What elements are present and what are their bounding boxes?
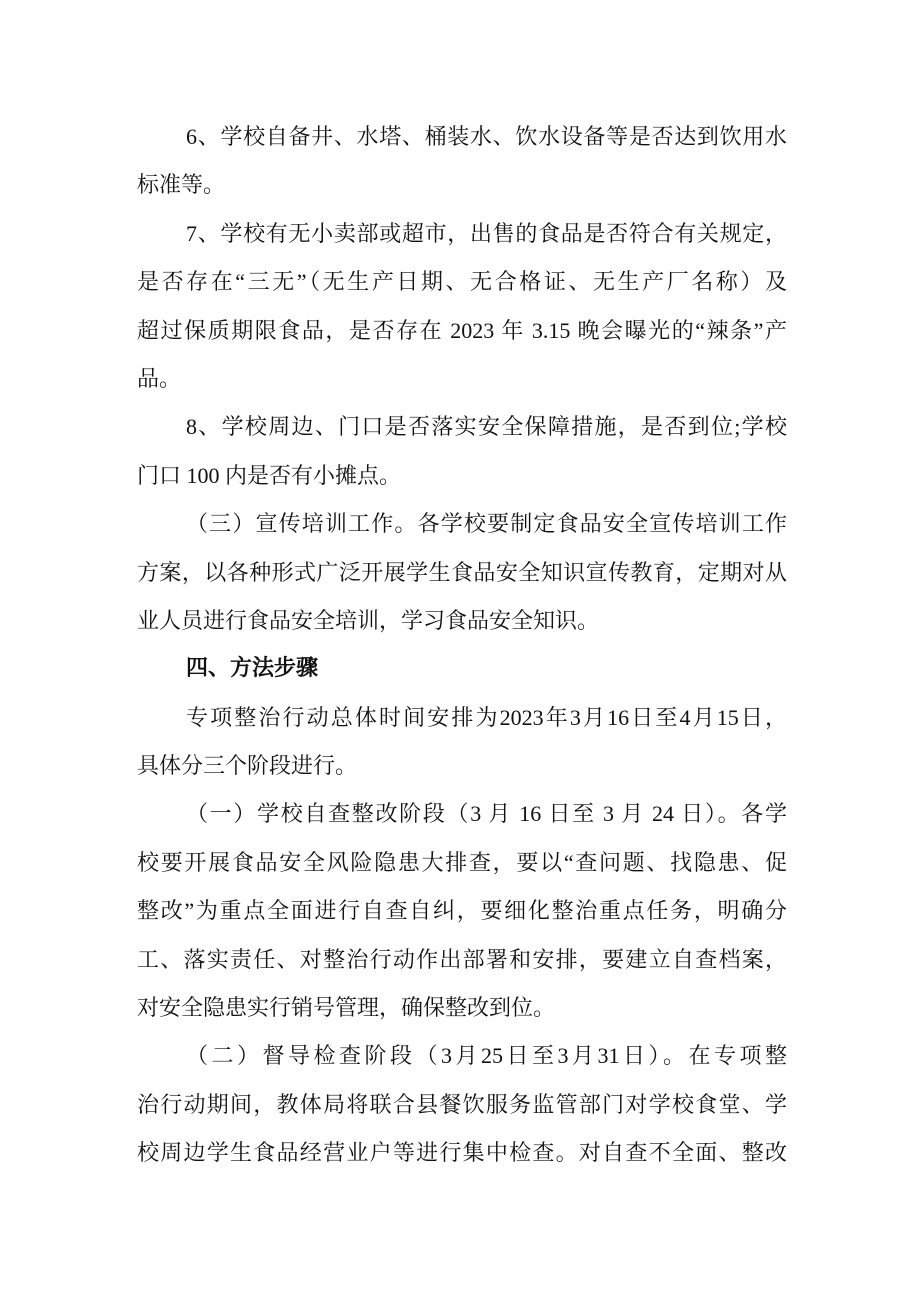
paragraph-item-8: [137, 403, 787, 500]
text-line: 整改”为重点全面进行自查自纠，要细化整治重点任务，明确分: [137, 898, 787, 924]
text-line: 校周边学生食品经营业户等进行集中检查。对自查不全面、整改: [137, 1140, 787, 1166]
text-line: 6、学校自备井、水塔、桶装水、饮水设备等是否达到饮用水: [186, 124, 787, 149]
section-heading-block: [137, 645, 787, 693]
paragraph-publicity-training: [137, 500, 787, 645]
text-line: （一）学校自查整改阶段（3 月 16 日至 3 月 24 日）。各学: [186, 801, 787, 827]
text-line: 具体分三个阶段进行。: [137, 753, 358, 779]
text-line: （二）督导检查阶段（3月25日至3月31日）。在专项整: [186, 1043, 787, 1069]
text-line: 标准等。: [137, 172, 226, 198]
text-line: 专项整治行动总体时间安排为2023年3月16日至4月15日，: [186, 704, 787, 730]
text-line: 工、落实责任、对整治行动作出部署和安排，要建立自查档案，: [137, 946, 787, 972]
text-line: 业人员进行食品安全培训，学习食品安全知识。: [137, 607, 600, 633]
paragraph-item-6: [137, 113, 787, 210]
paragraph-item-7: [137, 210, 787, 404]
text-line: 是否存在“三无”（无生产日期、无合格证、无生产厂名称）及: [137, 269, 787, 295]
paragraph-schedule: [137, 694, 787, 791]
text-line: 7、学校有无小卖部或超市，出售的食品是否符合有关规定，: [186, 220, 787, 246]
text-line: 治行动期间，教体局将联合县餐饮服务监管部门对学校食堂、学: [137, 1091, 787, 1117]
text-line: 门口 100 内是否有小摊点。: [137, 462, 402, 488]
paragraph-stage-two: [137, 1032, 787, 1177]
text-line: 品。: [137, 365, 182, 391]
text-line: （三）宣传培训工作。各学校要制定食品安全宣传培训工作: [186, 511, 787, 537]
text-line: 校要开展食品安全风险隐患大排查，要以“查问题、找隐患、促: [137, 849, 787, 875]
section-heading: 四、方法步骤: [186, 656, 319, 682]
document-page: [137, 113, 787, 1178]
text-line: 超过保质期限食品，是否存在 2023 年 3.15 晚会曝光的“辣条”产: [137, 317, 787, 343]
paragraph-stage-one: [137, 790, 787, 1032]
text-line: 对安全隐患实行销号管理，确保整改到位。: [137, 995, 556, 1021]
text-line: 方案，以各种形式广泛开展学生食品安全知识宣传教育，定期对从: [137, 559, 787, 585]
text-line: 8、学校周边、门口是否落实安全保障措施，是否到位;学校: [186, 414, 787, 440]
